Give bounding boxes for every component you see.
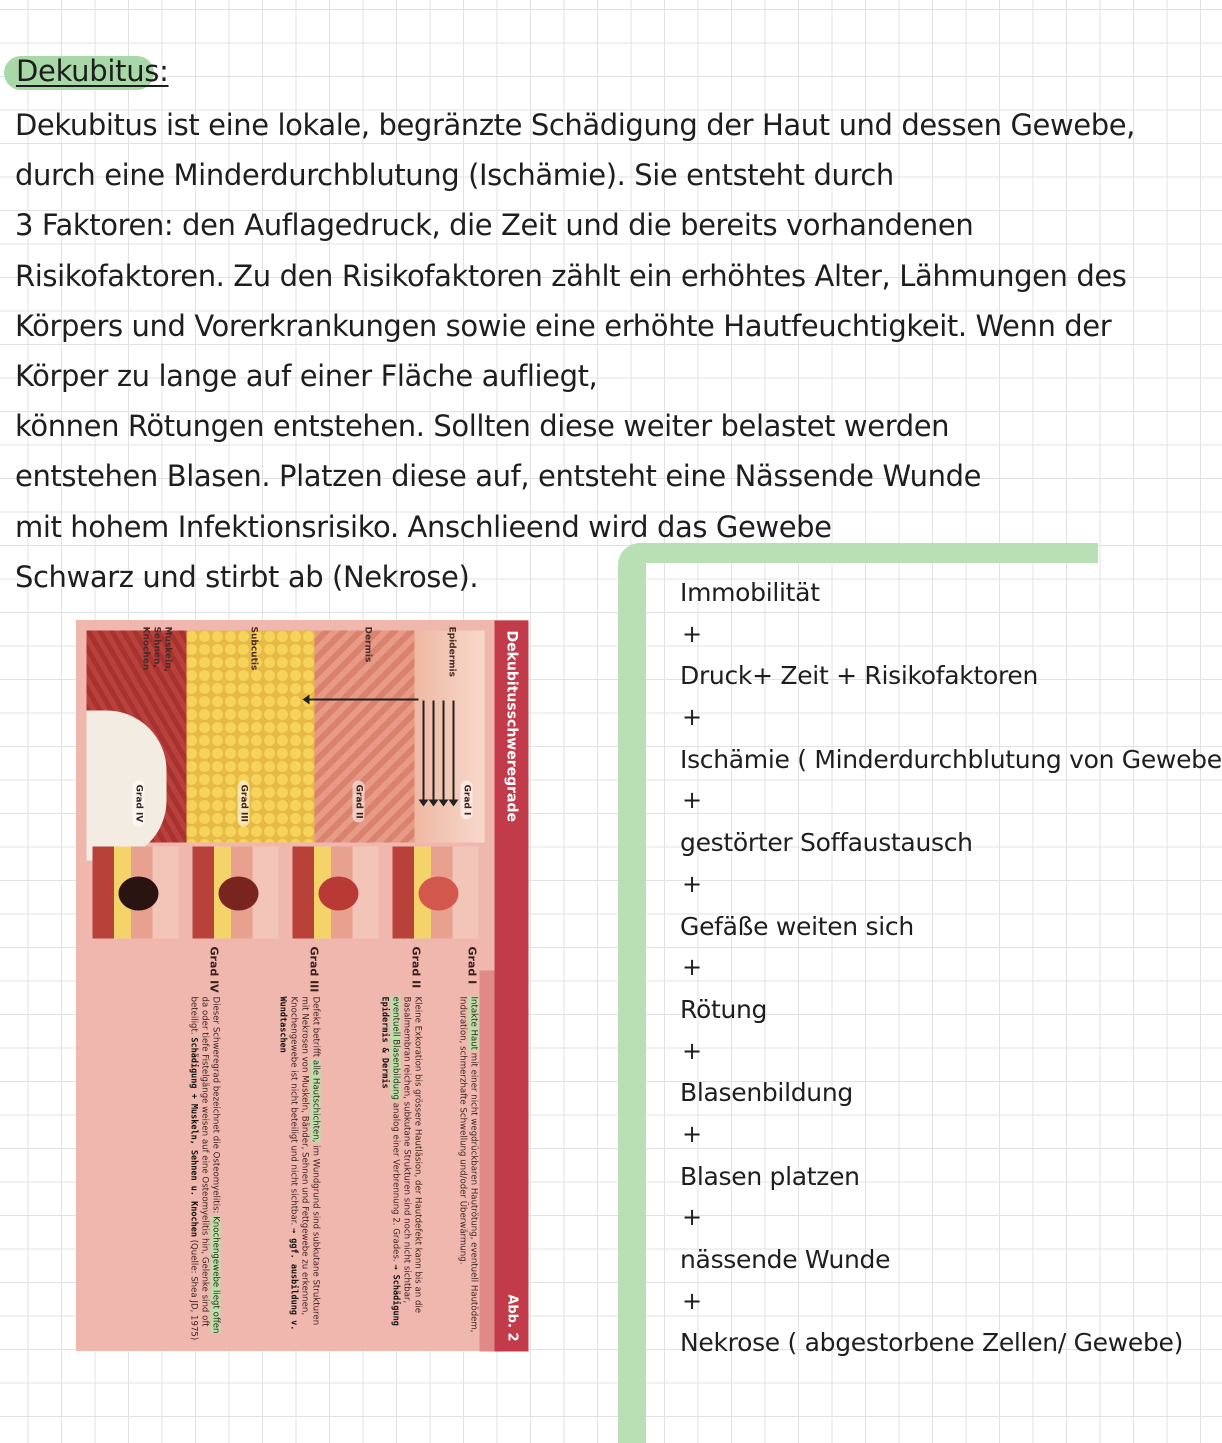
grade-highlight: Knochengewebe liegt offen (210, 1215, 220, 1333)
body-line: Schwarz und stirbt ab (Nekrose). (15, 559, 479, 594)
grade-highlight: alle Hautschichten, (310, 1059, 320, 1143)
body-line: mit hohem Infektionsrisiko. Anschlieend wird das Gewebe (15, 509, 832, 544)
flow-plus: + (682, 1203, 702, 1232)
depth-arrow (442, 700, 444, 800)
grade-body: im Wundgrund sind subkutane Strukturen mit Nekrosen von Muskeln, Bänder, Sehnen und Fettgewebe zu erkennen, Knochengewebe ist nicht beteiligt und nicht sichtbar. (288, 996, 320, 1325)
body-line: Risikofaktoren. Zu den Risikofaktoren zählt ein erhöhtes Alter, Lähmungen des (15, 258, 1127, 293)
grade-label: Grad IV (207, 946, 220, 993)
grade-text (276, 996, 320, 1341)
grade-tag-1: Grad I (460, 780, 472, 819)
flow-plus: + (682, 953, 702, 982)
body-line: 3 Faktoren: den Auflagedruck, die Zeit und die bereits vorhandenen (15, 208, 974, 243)
depth-arrow (452, 700, 454, 800)
handwritten-note: → Schädigung Epidermis & Dermis (379, 996, 400, 1326)
grade-text (187, 996, 220, 1341)
handwritten-note: Schädigung + Muskeln, Sehnen u. Knochen (188, 1036, 198, 1237)
figure-source: (Quelle: Shea JD, 1975) (188, 1239, 198, 1340)
body-line: durch eine Minderdurchblutung (Ischämie). Sie entsteht durch (15, 158, 894, 193)
flow-step: Immobilität (680, 578, 820, 607)
flow-step: Blasenbildung (680, 1078, 853, 1108)
flow-step: Ischämie ( Minderdurchblutung von Gewebe (680, 744, 1222, 774)
flow-plus: + (682, 703, 702, 732)
flow-step: Druck+ Zeit + Risikofaktoren (680, 661, 1039, 691)
flow-plus: + (682, 786, 702, 815)
wound-mark (318, 876, 358, 910)
flow-step: Blasen platzen (680, 1161, 860, 1191)
grade-highlight: Intakte Haut (468, 996, 478, 1050)
depth-arrow (422, 700, 424, 800)
wound-thumb-4 (92, 846, 178, 938)
grade-text (456, 996, 478, 1341)
flow-plus: + (682, 1036, 702, 1065)
body-line: Körpers und Vorerkrankungen sowie eine erhöhte Hautfeuchtigkeit. Wenn der (15, 308, 1112, 343)
body-line: Körper zu lange auf einer Fläche aufliegt, (15, 358, 598, 393)
skin-layers-diagram (86, 626, 484, 842)
page-title: Dekubitus: (16, 54, 169, 88)
flow-plus: + (682, 1286, 702, 1315)
grade-text (378, 996, 422, 1341)
body-paragraph (15, 100, 1136, 602)
figure-header (494, 620, 528, 1351)
grade-body: Kleine Exkoration bis grössere Hautläsion, der Hautdefekt kann bis an die Basalmembran reichen, subkutane Strukturen sind noch nicht sichtbar, (401, 996, 422, 1313)
grade-highlight: eventuell Blasenbildung (390, 996, 400, 1100)
flow-step: Nekrose ( abgestorbene Zellen/ Gewebe) (680, 1328, 1184, 1358)
grade-label: Grad II (409, 946, 422, 988)
grade-body: mit einer nicht wegdrückbaren Hautrötung, eventuell Hautödem, Induration, schmerzhafte Schwellung und/oder Überwärmung. (457, 996, 478, 1333)
wound-mark (218, 876, 258, 910)
figure-rotated-content (76, 620, 528, 1351)
wound-thumb-3 (192, 846, 278, 938)
decubitus-grades-figure (76, 620, 528, 1351)
wound-thumb-2 (292, 846, 378, 938)
body-line: Dekubitus ist eine lokale, begränzte Schädigung der Haut und dessen Gewebe, (15, 108, 1136, 142)
flow-step: gestörter Soffaustausch (680, 828, 973, 858)
body-line: können Rötungen entstehen. Sollten diese weiter belastet werden (15, 409, 950, 444)
wound-mark (118, 876, 158, 910)
wound-thumbnails (86, 846, 484, 938)
label-subcutis: Subcutis (248, 626, 258, 670)
grade-body: analog einer Verbrennung 2. Grades. (390, 1099, 400, 1262)
flow-plus: + (682, 869, 702, 898)
wound-mark (418, 876, 458, 910)
label-dermis: Dermis (362, 626, 372, 662)
figure-title: Dekubitusschweregrade (503, 630, 519, 822)
flow-step: Gefäße weiten sich (680, 911, 914, 941)
depth-arrow (308, 698, 418, 700)
grade-label: Grad I (465, 946, 478, 984)
handwritten-note: → ggf. ausbildung v. Wundtaschen (277, 996, 298, 1330)
label-muscle: Muskeln, Sehnen, Knochen (140, 626, 172, 672)
flow-step: Rötung (680, 994, 768, 1024)
wound-thumb-1 (392, 846, 478, 938)
grade-tag-2: Grad II (352, 780, 364, 822)
grade-descriptions (86, 946, 484, 1344)
flow-plus: + (682, 619, 702, 648)
title-block (4, 54, 169, 88)
grade-body: Dieser Schweregrad bezeichnet die Osteomyelitis: (210, 996, 220, 1216)
figure-number: Abb. 2 (504, 1293, 519, 1341)
grade-tag-3: Grad III (237, 780, 249, 826)
grade-label: Grad III (307, 946, 320, 992)
grade-tag-4: Grad IV (132, 780, 144, 826)
label-epidermis: Epidermis (446, 626, 456, 677)
body-line: entstehen Blasen. Platzen diese auf, entsteht eine Nässende Wunde (15, 459, 982, 494)
flow-plus: + (682, 1119, 702, 1148)
flow-step: nässende Wunde (680, 1245, 891, 1274)
depth-arrow (432, 700, 434, 800)
pathogenesis-flow (680, 572, 1222, 1364)
grade-body: Defekt betrifft (310, 996, 320, 1060)
grade-body: da oder tiefe Fistelgänge weisen auf eine Osteomyelitis hin, Gelenke sind oft beteiligt. (188, 996, 209, 1327)
